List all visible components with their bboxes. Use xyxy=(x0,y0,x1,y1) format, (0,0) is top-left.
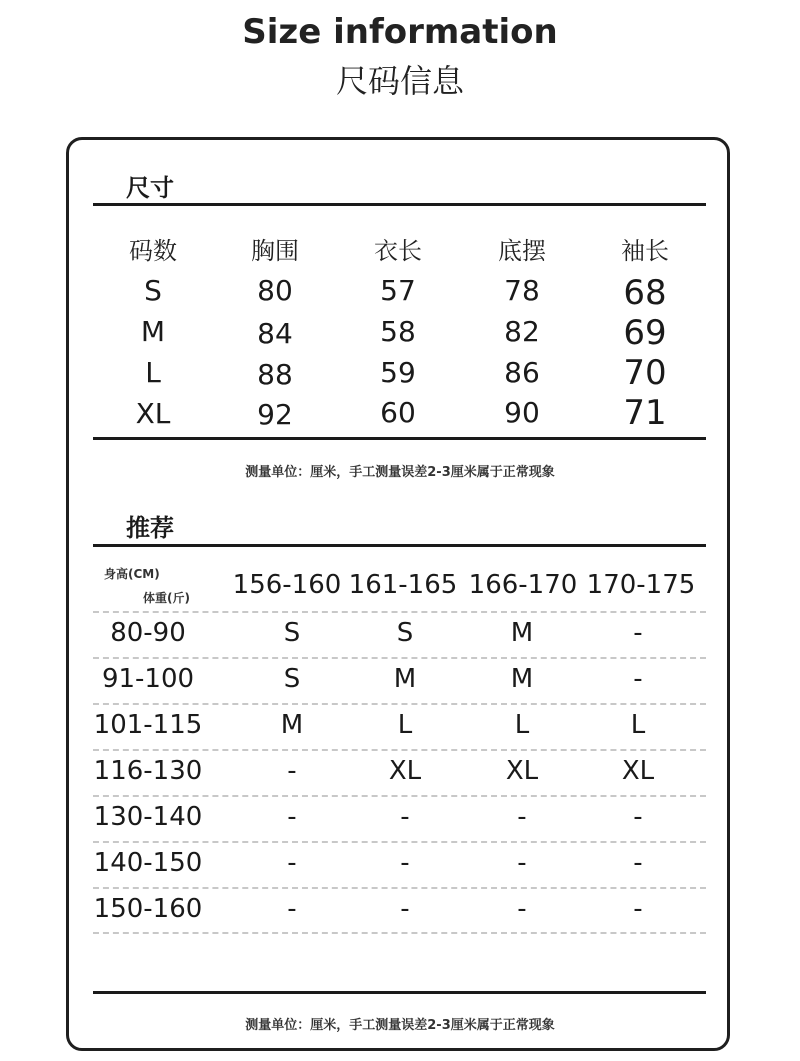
height-range-cell: 156-160 xyxy=(232,570,342,600)
weight-range-cell: 101-115 xyxy=(93,710,203,740)
weight-range-cell: 91-100 xyxy=(101,664,195,694)
size-rec-cell: - xyxy=(517,848,527,878)
sleeve-cell: 70 xyxy=(623,353,667,393)
measurement-note-bottom: 测量单位：厘米，手工测量误差2-3厘米属于正常现象 xyxy=(245,1018,555,1033)
size-rec-cell: M xyxy=(510,618,534,648)
page-title-cn: 尺码信息 xyxy=(335,62,464,100)
size-rec-cell: XL xyxy=(388,756,422,786)
size-rec-cell: - xyxy=(633,848,643,878)
height-range-cell: 161-165 xyxy=(348,570,458,600)
size-rec-cell: S xyxy=(283,618,301,648)
corner-height-label: 身高(CM) xyxy=(104,567,160,581)
size-rec-cell: - xyxy=(517,802,527,832)
size-rec-cell: L xyxy=(630,710,646,740)
recommend-table-top-rule xyxy=(93,544,706,547)
col-header-hem: 底摆 xyxy=(498,237,546,265)
recommend-section-title: 推荐 xyxy=(126,514,174,542)
page-title-en: Size information xyxy=(242,12,558,52)
col-header-size: 码数 xyxy=(129,237,177,265)
size-rec-cell: - xyxy=(633,664,643,694)
weight-range-cell: 130-140 xyxy=(93,802,203,832)
size-cell: M xyxy=(140,315,166,348)
size-cell: L xyxy=(145,356,161,389)
size-rec-cell: M xyxy=(280,710,304,740)
chest-cell: 80 xyxy=(257,274,293,307)
row-divider xyxy=(93,841,706,843)
size-table-top-rule xyxy=(93,203,706,206)
size-rec-cell: - xyxy=(633,618,643,648)
hem-cell: 82 xyxy=(504,315,540,348)
col-header-chest: 胸围 xyxy=(251,237,299,265)
row-divider xyxy=(93,932,706,934)
row-divider xyxy=(93,703,706,705)
size-rec-cell: S xyxy=(283,664,301,694)
hem-cell: 86 xyxy=(504,356,540,389)
measurement-note: 测量单位：厘米，手工测量误差2-3厘米属于正常现象 xyxy=(245,465,555,480)
row-divider xyxy=(93,749,706,751)
col-header-sleeve: 袖长 xyxy=(621,237,669,265)
weight-range-cell: 140-150 xyxy=(93,848,203,878)
size-section-title: 尺寸 xyxy=(126,174,174,202)
weight-range-cell: 80-90 xyxy=(110,618,186,648)
size-rec-cell: - xyxy=(517,894,527,924)
size-rec-cell: - xyxy=(633,894,643,924)
size-rec-cell: L xyxy=(514,710,530,740)
weight-range-cell: 116-130 xyxy=(93,756,203,786)
size-rec-cell: S xyxy=(396,618,414,648)
row-divider xyxy=(93,795,706,797)
size-rec-cell: - xyxy=(400,848,410,878)
hem-cell: 90 xyxy=(504,396,540,429)
length-cell: 57 xyxy=(380,274,416,307)
size-rec-cell: - xyxy=(400,894,410,924)
size-rec-cell: M xyxy=(510,664,534,694)
height-range-cell: 170-175 xyxy=(586,570,696,600)
chest-cell: 84 xyxy=(257,317,293,350)
size-rec-cell: XL xyxy=(621,756,655,786)
size-rec-cell: M xyxy=(393,664,417,694)
chest-cell: 88 xyxy=(257,358,293,391)
size-rec-cell: - xyxy=(633,802,643,832)
size-rec-cell: - xyxy=(287,848,297,878)
weight-range-cell: 150-160 xyxy=(93,894,203,924)
size-cell: S xyxy=(144,274,162,307)
size-rec-cell: XL xyxy=(505,756,539,786)
row-divider xyxy=(93,657,706,659)
length-cell: 60 xyxy=(380,396,416,429)
size-rec-cell: - xyxy=(287,756,297,786)
size-rec-cell: - xyxy=(400,802,410,832)
sleeve-cell: 68 xyxy=(623,273,667,313)
sleeve-cell: 69 xyxy=(623,313,667,353)
recommend-table-bottom-rule xyxy=(93,991,706,994)
size-rec-cell: L xyxy=(397,710,413,740)
sleeve-cell: 71 xyxy=(623,393,667,433)
height-range-cell: 166-170 xyxy=(468,570,578,600)
corner-weight-label: 体重(斤) xyxy=(143,591,190,605)
row-divider xyxy=(93,611,706,613)
chest-cell: 92 xyxy=(257,398,293,431)
size-table-bottom-rule xyxy=(93,437,706,440)
length-cell: 58 xyxy=(380,315,416,348)
size-rec-cell: - xyxy=(287,894,297,924)
size-rec-cell: - xyxy=(287,802,297,832)
length-cell: 59 xyxy=(380,356,416,389)
row-divider xyxy=(93,887,706,889)
col-header-length: 衣长 xyxy=(374,237,422,265)
size-cell: XL xyxy=(135,397,171,430)
hem-cell: 78 xyxy=(504,274,540,307)
